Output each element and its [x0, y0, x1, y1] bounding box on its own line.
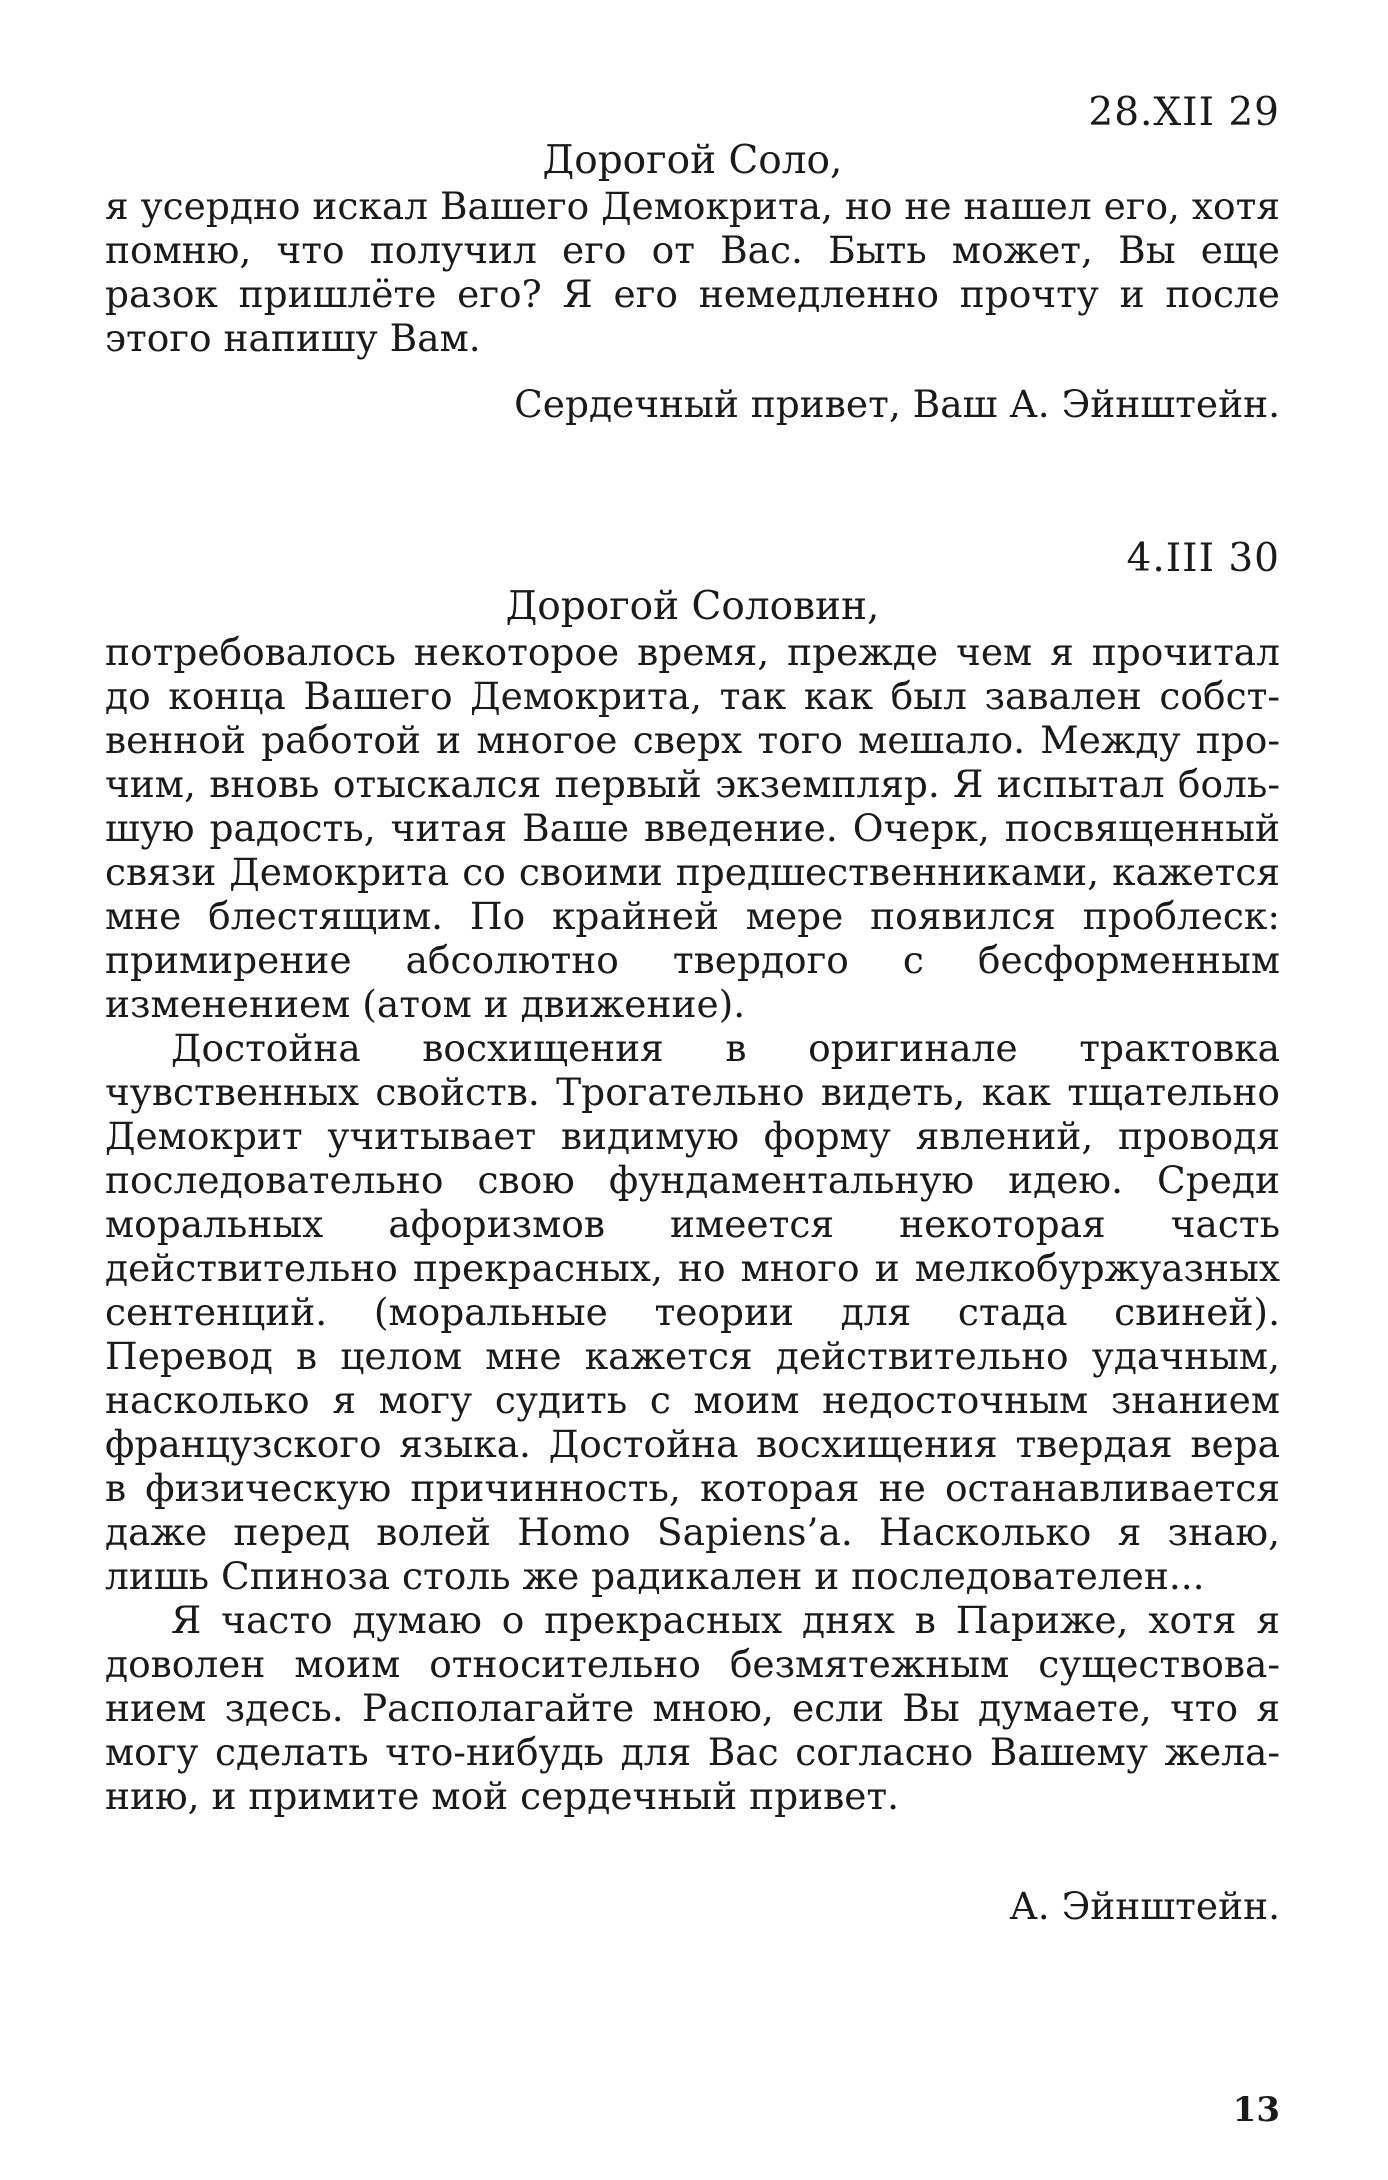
letter1-paragraph-1: я усердно искал Вашего Демокрита, но не нашел его, хотя помню, что получил его от Вас. Быть может, Вы еще разок пришлёте его? Я его немедленно прочту и после этого напишу Вам. — [105, 184, 1281, 360]
letter2-signature: А. Эйнштейн. — [1009, 1884, 1280, 1928]
letter2-salutation: Дорогой Соловин, — [505, 584, 880, 629]
book-page — [105, 90, 1280, 2130]
page-number: 13 — [1232, 2090, 1280, 2130]
letter1-date: 28.XII 29 — [1088, 90, 1280, 135]
letter2-paragraph-3: Я часто думаю о прекрасных днях в Париже, хотя я доволен моим относительно безмятежным существованием здесь. Располагайте мною, если Вы думаете, что я могу сделать что-нибудь для Вас согласно Вашему желанию, и примите мой сердечный привет. — [105, 1598, 1280, 1818]
letter2-paragraph-2: Достойна восхищения в оригинале трактовка чувственных свойств. Трогательно видеть, как тщательно Демокрит учитывает видимую форму явлений, проводя последовательно свою фундаментальную идею. Среди моральных афоризмов имеется некоторая часть действительно прекрасных, но много и мелкобуржуазных сентенций. (моральные теории для стада свиней). Перевод в целом мне кажется действительно удачным, насколько я могу судить с моим недосточным знанием французского языка. Достойна восхищения твердая вера в физическую причинность, которая не останавливается даже перед волей Homo Sapiens’а. Насколько я знаю, лишь Спиноза столь же радикален и последователен... — [105, 1026, 1280, 1598]
letter1-closing: Сердечный привет, Ваш А. Эйнштейн. — [514, 382, 1280, 426]
letter2-date: 4.III 30 — [1126, 536, 1280, 581]
letter2-paragraph-1: потребовалось некоторое время, прежде чем я прочитал до конца Вашего Демокрита, так как был завален собственной работой и многое сверх того мешало. Между прочим, вновь отыскался первый экземпляр. Я испытал большую радость, читая Ваше введение. Очерк, посвященный связи Демокрита со своими предшественниками, кажется мне блестящим. По крайней мере появился проблеск: примирение абсолютно твердого с бесформенным изменением (атом и движение). — [105, 630, 1280, 1026]
letter1-salutation: Дорогой Соло, — [542, 138, 843, 183]
